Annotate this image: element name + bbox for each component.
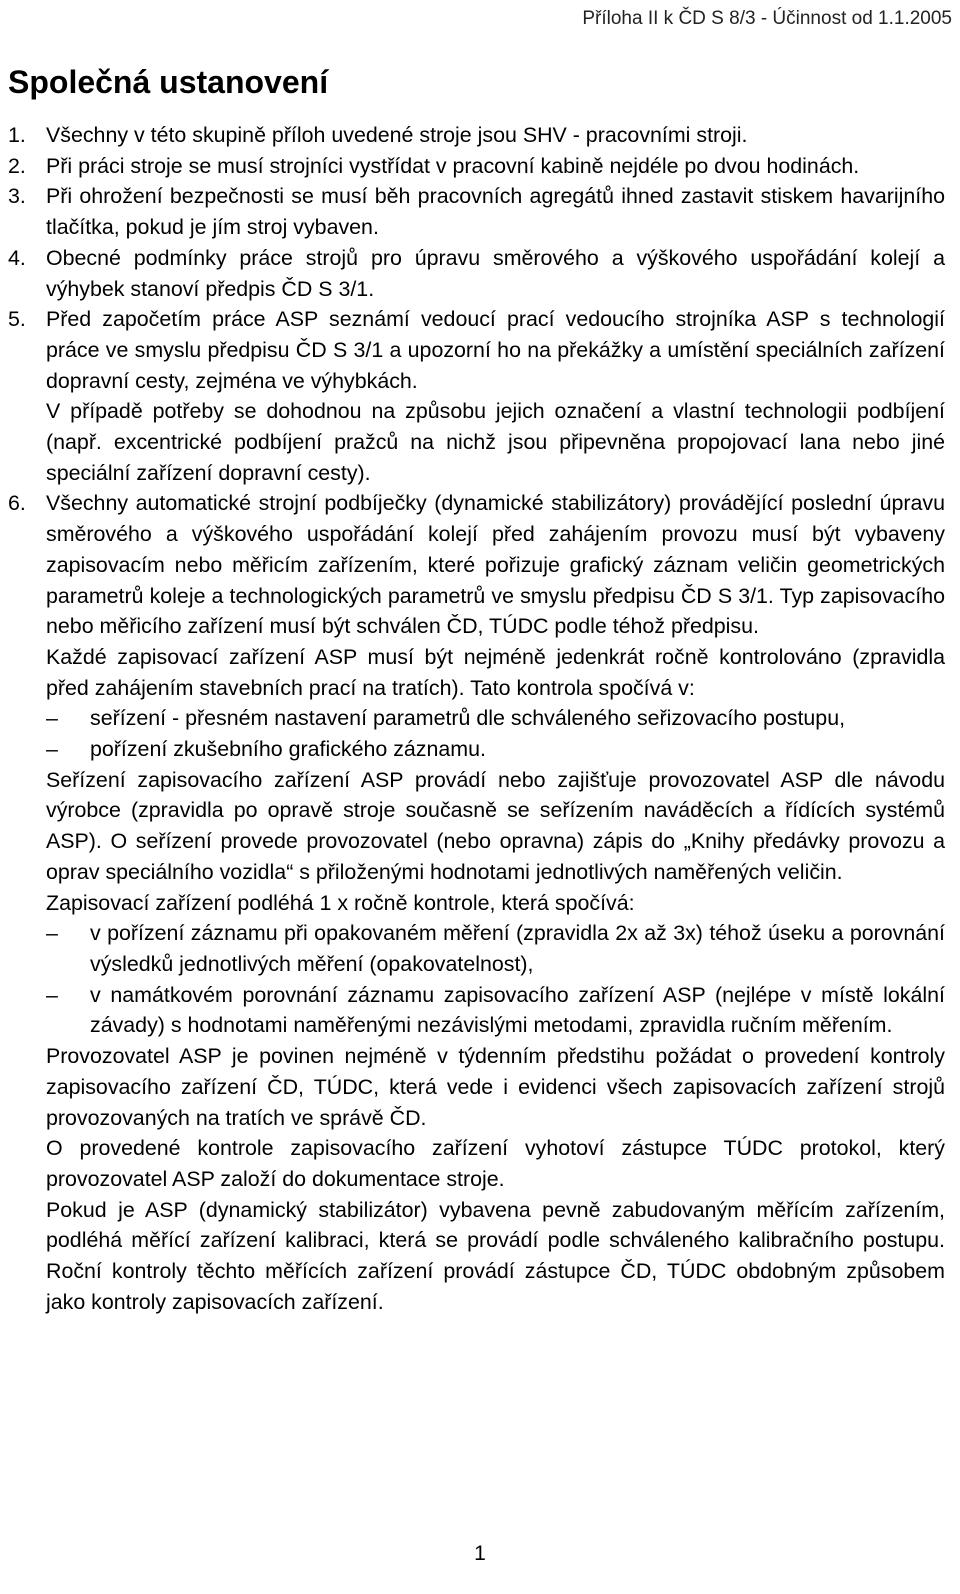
dash-item [46,734,945,765]
dash-mark: – [46,706,58,731]
item-text: Při ohrožení bezpečnosti se musí běh pracovních agregátů ihned zastavit stiskem havarijního tlačítka, pokud je jím stroj vybaven. [46,184,945,240]
item-text-continued: V případě potřeby se dohodnou na způsobu jejich označení a vlastní technologii podbíjení (např. excentrické podbíjení pražců na nichž jsou připevněna propojovací lana nebo jiné speciální zařízení dopravní cesty). [46,399,945,485]
section-title: Společná ustanovení [8,64,329,100]
item-number: 5. [8,307,26,332]
paragraph: Zapisovací zařízení podléhá 1 x ročně kontrole, která spočívá: [46,890,635,915]
paragraph: Seřízení zapisovacího zařízení ASP provádí nebo zajišťuje provozovatel ASP dle návodu výrobce (zpravidla po opravě stroje současně se seřízením naváděcích a řídících systémů ASP). O seřízení provede provozovatel (nebo opravna) zápis do „Knihy předávky provozu a oprav speciálního vozidla“ s přiloženými hodnotami jednotlivých naměřených veličin. [46,767,945,884]
dash-mark: – [46,921,58,946]
item-number: 6. [8,491,26,516]
dash-text: v pořízení záznamu při opakovaném měření (zpravidla 2x až 3x) téhož úseku a porovnání výsledků jednotlivých měření (opakovatelnost), [90,921,945,976]
item-text: Obecné podmínky práce strojů pro úpravu směrového a výškového uspořádání kolejí a výhybek stanoví předpis ČD S 3/1. [46,245,945,301]
dash-mark: – [46,737,58,762]
paragraph: Pokud je ASP (dynamický stabilizátor) vybavena pevně zabudovaným měřícím zařízením, podléhá měřící zařízení kalibraci, která se provádí podle schváleného kalibračního postupu. Roční kontroly těchto měřících zařízení provádí zástupce ČD, TÚDC obdobným způsobem jako kontroly zapisovacích zařízení. [46,1197,945,1314]
dash-item [46,703,945,734]
paragraph: Provozovatel ASP je povinen nejméně v týdenním předstihu požádat o provedení kontroly zapisovacího zařízení ČD, TÚDC, která vede i evidenci všech zapisovacích zařízení strojů provozovaných na tratích ve správě ČD. [46,1044,945,1130]
dash-text: seřízení - přesném nastavení parametrů dle schváleného seřizovacího postupu, [90,706,846,731]
paragraph: Všechny automatické strojní podbíječky (dynamické stabilizátory) provádějící poslední úpravu směrového a výškového uspořádání kolejí před zahájením provozu musí být vybaveny zapisovacím nebo měřicím zařízením, které pořizuje grafický záznam veličin geometrických parametrů koleje a technologických parametrů ve smyslu předpisu ČD S 3/1. Typ zapisovacího nebo měřicího zařízení musí být schválen ČD, TÚDC podle téhož předpisu. [46,491,945,639]
item-number: 1. [8,123,26,147]
header-note: Příloha II k ČD S 8/3 - Účinnost od 1.1.2005 [582,8,952,29]
page-number: 1 [474,1542,486,1565]
list-item [8,243,945,304]
dash-mark: – [46,982,58,1007]
list-item [8,151,945,182]
dash-text: pořízení zkušebního grafického záznamu. [90,737,486,762]
item-number: 3. [8,184,26,209]
item-text: Před započetím práce ASP seznámí vedoucí prací vedoucího strojníka ASP s technologií práce ve smyslu předpisu ČD S 3/1 a upozorní ho na překážky a umístění speciálních zařízení dopravní cesty, zejména ve výhybkách. [46,307,945,393]
paragraph: O provedené kontrole zapisovacího zařízení vyhotoví zástupce TÚDC protokol, který provozovatel ASP založí do dokumentace stroje. [46,1136,945,1191]
list-item [8,120,945,151]
item-number: 4. [8,245,26,270]
paragraph: Každé zapisovací zařízení ASP musí být nejméně jedenkrát ročně kontrolováno (zpravidla před zahájením stavebních prací na tratích). Tato kontrola spočívá v: [46,644,945,700]
list-item [8,304,945,488]
list-item [8,488,945,1317]
item-text: Při práci stroje se musí strojníci vystřídat v pracovní kabině nejdéle po dvou hodinách. [46,153,860,178]
dash-text: v namátkovém porovnání záznamu zapisovacího zařízení ASP (nejlépe v místě lokální závady) s hodnotami naměřenými nezávislými metodami, zpravidla ručním měřením. [90,982,945,1038]
dash-item [46,918,945,979]
item-number: 2. [8,153,26,178]
item-text: Všechny v této skupině příloh uvedené stroje jsou SHV - pracovními stroji. [46,123,748,147]
document-body [8,120,945,1317]
list-item [8,181,945,242]
dash-item [46,980,945,1041]
